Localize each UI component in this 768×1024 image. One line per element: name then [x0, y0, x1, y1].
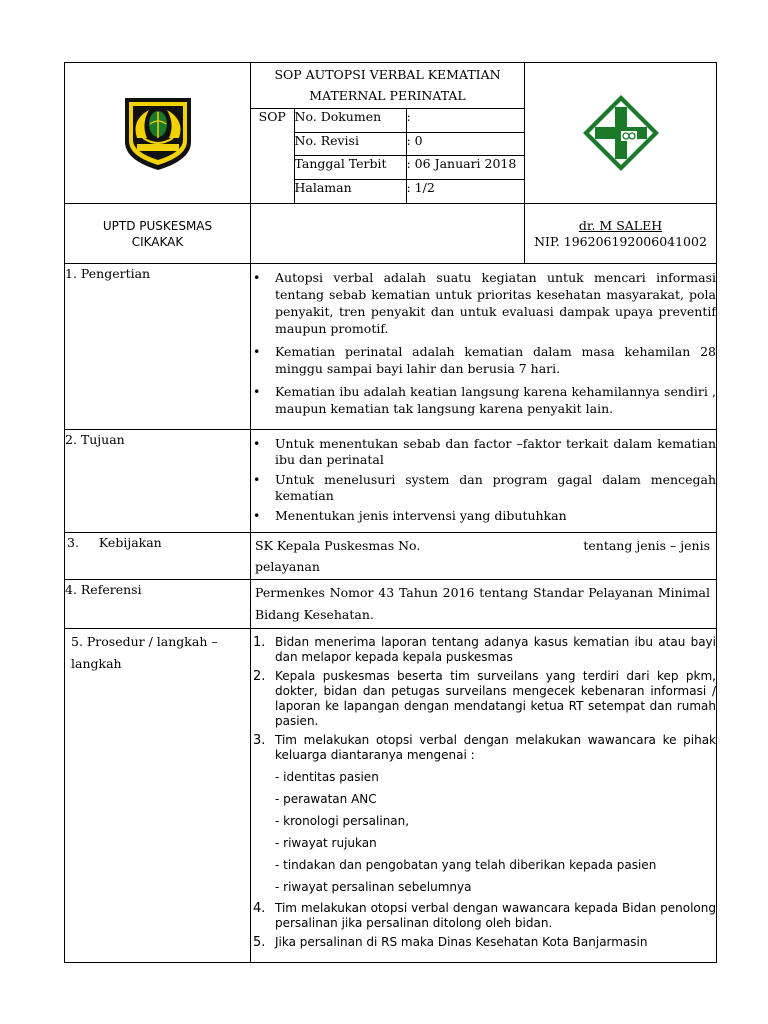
prosedur-label-line1: 5. Prosedur / langkah –	[71, 634, 218, 649]
list-item: 1. Bidan menerima laporan tentang adanya kasus kematian ibu atau bayi dan melapor kepada kepala puskesmas	[253, 635, 716, 664]
list-item: • Kematian perinatal adalah kematian dalam masa kehamilan 28 minggu sampai bayi lahir dan berusia 7 hari.	[251, 343, 716, 377]
signer-cell	[525, 204, 717, 264]
sub-item: - identitas pasien	[275, 770, 379, 784]
org-blank-cell	[251, 204, 525, 264]
list-item: • Autopsi verbal adalah suatu kegiatan untuk mencari informasi tentang sebab kematian untuk prioritas kesehatan masyarakat, pola penyakit, tren penyakit dan untuk evaluasi dampak upaya preventif maupun promotif.	[251, 269, 716, 337]
revision-value: : 0	[406, 132, 524, 156]
sub-item: - perawatan ANC	[275, 792, 377, 806]
regional-emblem-icon	[119, 94, 197, 172]
kebijakan-number: 3.	[67, 535, 79, 550]
pengertian-label: 1. Pengertian	[65, 264, 251, 430]
list-item: 2. Kepala puskesmas beserta tim surveilans yang terdiri dari kep pkm, dokter, bidan dan petugas surveilans mengecek kebenaran informasi / laporan ke lapangan dengan mendatangi ketua RT setempat dan rumah pasien.	[253, 669, 716, 728]
pengertian-content	[251, 264, 717, 430]
right-logo-cell	[525, 63, 717, 204]
sop-label: SOP	[251, 109, 294, 203]
page-value: : 1/2	[406, 180, 524, 203]
list-item: 3. Tim melakukan otopsi verbal dengan melakukan wawancara ke pihak keluarga diantaranya mengenai :	[253, 733, 716, 762]
sub-item: - tindakan dan pengobatan yang telah diberikan kepada pasien	[275, 858, 657, 872]
sop-table	[64, 62, 717, 963]
kebijakan-sk-text: SK Kepala Puskesmas No.	[255, 538, 421, 553]
signer-name: dr. M SALEH	[578, 218, 663, 233]
prosedur-content	[251, 629, 717, 963]
kebijakan-content	[251, 533, 717, 580]
org-name-cell	[65, 204, 251, 264]
sub-item: - riwayat persalinan sebelumnya	[275, 880, 472, 894]
puskesmas-cross-logo-icon	[581, 93, 661, 173]
doc-number-value: :	[406, 109, 524, 132]
org-name-line1: UPTD PUSKESMAS	[102, 219, 213, 233]
signer-nip: NIP. 196206192006041002	[534, 234, 707, 249]
prosedur-label-line2: langkah	[71, 656, 122, 671]
doc-number-label: No. Dokumen	[294, 109, 406, 132]
kebijakan-tentang-text: tentang jenis – jenis	[583, 538, 710, 553]
header-center-cell	[251, 63, 525, 204]
issue-date-value: : 06 Januari 2018	[406, 156, 524, 180]
kebijakan-text: Kebijakan	[98, 535, 162, 550]
page-label: Halaman	[294, 180, 406, 203]
org-name-line2: CIKAKAK	[131, 235, 184, 249]
kebijakan-line2: pelayanan	[255, 559, 320, 574]
list-item: • Kematian ibu adalah keatian langsung karena kehamilannya sendiri , maupun kematian tak langsung karena penyakit lain.	[251, 383, 716, 417]
list-item: • Menentukan jenis intervensi yang dibutuhkan	[251, 508, 716, 524]
kebijakan-label	[65, 533, 251, 580]
tujuan-content	[251, 430, 717, 533]
issue-date-label: Tanggal Terbit	[294, 156, 406, 180]
list-item: • Untuk menentukan sebab dan factor –faktor terkait dalam kematian ibu dan perinatal	[251, 436, 716, 468]
referensi-label: 4. Referensi	[65, 580, 251, 629]
prosedur-label	[65, 629, 251, 963]
sop-title-line1: SOP AUTOPSI VERBAL KEMATIAN	[274, 67, 501, 82]
sop-title-line2: MATERNAL PERINATAL	[309, 88, 466, 103]
left-logo-cell	[65, 63, 251, 204]
list-item: 5. Jika persalinan di RS maka Dinas Kesehatan Kota Banjarmasin	[253, 935, 648, 950]
tujuan-label: 2. Tujuan	[65, 430, 251, 533]
referensi-content: Permenkes Nomor 43 Tahun 2016 tentang Standar Pelayanan Minimal Bidang Kesehatan.	[251, 580, 717, 629]
sub-item: - riwayat rujukan	[275, 836, 377, 850]
list-item: • Untuk menelusuri system dan program gagal dalam mencegah kematian	[251, 472, 716, 504]
sub-item: - kronologi persalinan,	[275, 814, 410, 828]
revision-label: No. Revisi	[294, 132, 406, 156]
list-item: 4. Tim melakukan otopsi verbal dengan wawancara kepada Bidan penolong persalinan jika persalinan ditolong oleh bidan.	[253, 901, 716, 930]
